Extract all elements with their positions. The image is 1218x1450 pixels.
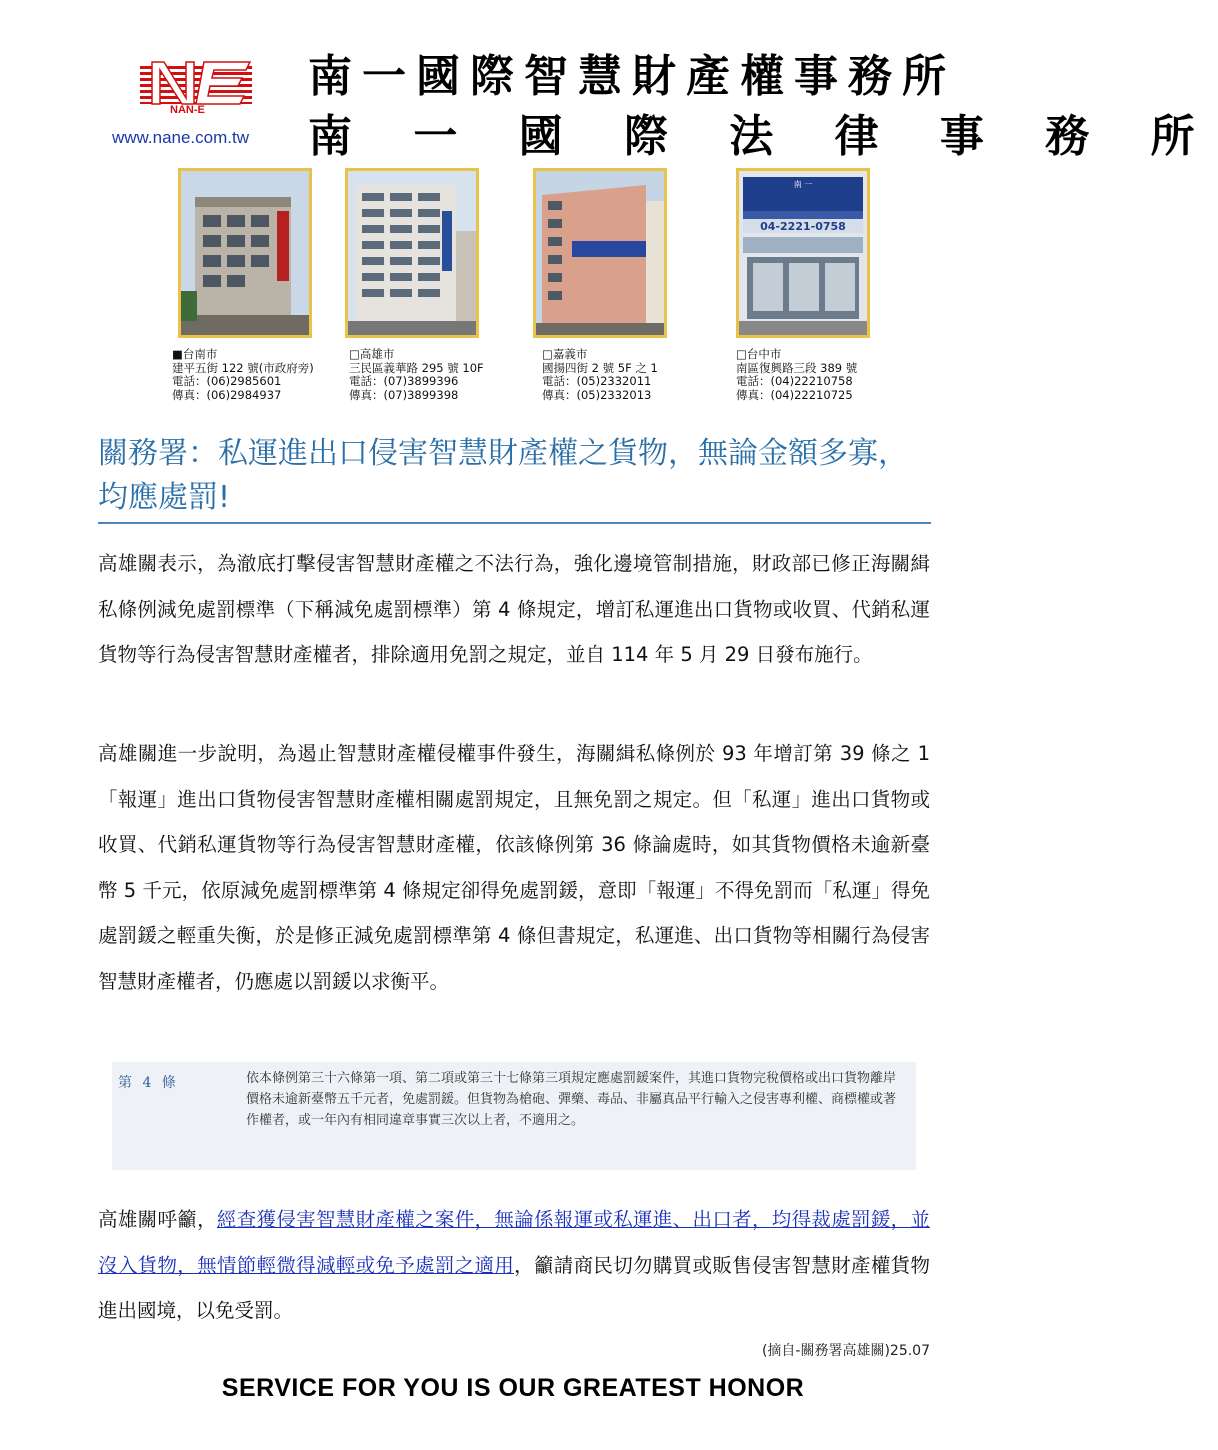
office-address: 建平五街 122 號(市政府旁) (172, 360, 314, 375)
office-photo-chiayi (533, 168, 667, 338)
law-article-text: 依本條例第三十六條第一項、第二項或第三十七條第三項規定應處罰鍰案件，其進口貨物完稅價格或出口貨物離岸價格未逾新臺幣五千元者，免處罰鍰。但貨物為槍砲、彈藥、毒品、非屬真品平行輸入之侵害專利權、商標權或著作權者，或一年內有相同違章事實三次以上者，不適用之。 (246, 1071, 897, 1128)
office-info-kaohsiung (349, 348, 484, 402)
office-address: 三民區義華路 295 號 10F (349, 360, 484, 375)
office-phone: 電話：(06)2985601 (172, 374, 282, 388)
office-phone: 電話：(04)22210758 (736, 374, 853, 388)
office-info-chiayi (542, 348, 658, 402)
article-title: 關務署：私運進出口侵害智慧財產權之貨物，無論金額多寡，均應處罰! (98, 436, 908, 515)
article-paragraph-2: 高雄關進一步說明，為遏止智慧財產權侵權事件發生，海關緝私條例於 93 年增訂第 39 條之 1「報運」進出口貨物侵害智慧財產權相關處罰規定，且無免罰之規定。但「私運」進出口貨物或收買、代銷私運貨物等行為侵害智慧財產權，依該條例第 36 條論處時，如其貨物價格未逾新臺幣 5 千元，依原減免處罰標準第 4 條規定卻得免處罰鍰，意即「報運」不得免罰而「私運」得免處罰鍰之輕重失衡，於是修正減免處罰標準第 4 條但書規定，私運進、出口貨物等相關行為侵害智慧財產權者，仍應處以罰鍰以求衡平。 (98, 742, 930, 993)
office-city: □嘉義市 (542, 347, 588, 361)
taichung-sign-name: 南 一 (793, 180, 813, 189)
office-info-tainan (172, 348, 314, 402)
office-city: □高雄市 (349, 347, 395, 361)
office-photo-kaohsiung (345, 168, 479, 338)
office-phone: 電話：(05)2332011 (542, 374, 652, 388)
paragraph-tail: ，籲請商民切勿購買或販售侵害智慧財產權貨物進出國境，以免受罰。 (98, 1253, 930, 1322)
footer-slogan: SERVICE FOR YOU IS OUR GREATEST HONOR (221, 1374, 805, 1402)
office-fax: 傳真：(05)2332013 (542, 387, 652, 402)
office-fax: 傳真：(06)2984937 (172, 387, 282, 402)
logo-caption: NAN-E (170, 104, 205, 116)
taichung-sign-phone: 04-2221-0758 (760, 220, 846, 233)
office-info-taichung (736, 348, 857, 402)
website-link[interactable]: www.nane.com.tw (112, 128, 249, 147)
title-divider (98, 522, 931, 524)
article-paragraph-1: 高雄關表示，為澈底打擊侵害智慧財產權之不法行為，強化邊境管制措施，財政部已修正海關緝私條例減免處罰標準（下稱減免處罰標準）第 4 條規定，增訂私運進出口貨物或收買、代銷私運貨物等行為侵害智慧財產權者，排除適用免罰之規定，並自 114 年 5 月 29 日發布施行。 (98, 552, 930, 666)
office-city: □台中市 (736, 347, 782, 361)
office-phone: 電話：(07)3899396 (349, 374, 459, 388)
office-address: 南區復興路三段 389 號 (736, 360, 858, 375)
office-fax: 傳真：(04)22210725 (736, 387, 853, 402)
office-city: ■台南市 (172, 347, 218, 361)
article-paragraph-3 (98, 1197, 930, 1334)
law-article-label: 第 4 條 (118, 1075, 179, 1091)
office-photo-tainan (178, 168, 312, 338)
highlighted-notice: 經查獲侵害智慧財產權之案件，無論係報運或私運進、出口者，均得裁處罰鍰，並沒入貨物，無情節輕微得減輕或免予處罰之適用 (98, 1208, 930, 1277)
office-photo-taichung (736, 168, 870, 338)
office-fax: 傳真：(07)3899398 (349, 387, 459, 402)
office-address: 國揚四街 2 號 5F 之 1 (542, 360, 658, 375)
firm-name-ip: 南一國際智慧財產權事務所 (308, 51, 956, 102)
paragraph-lead: 高雄關呼籲， (98, 1208, 217, 1231)
firm-name-law: 南 一 國 際 法 律 事 務 所 (308, 111, 1218, 162)
article-source: (摘自-關務署高雄關)25.07 (761, 1343, 930, 1359)
